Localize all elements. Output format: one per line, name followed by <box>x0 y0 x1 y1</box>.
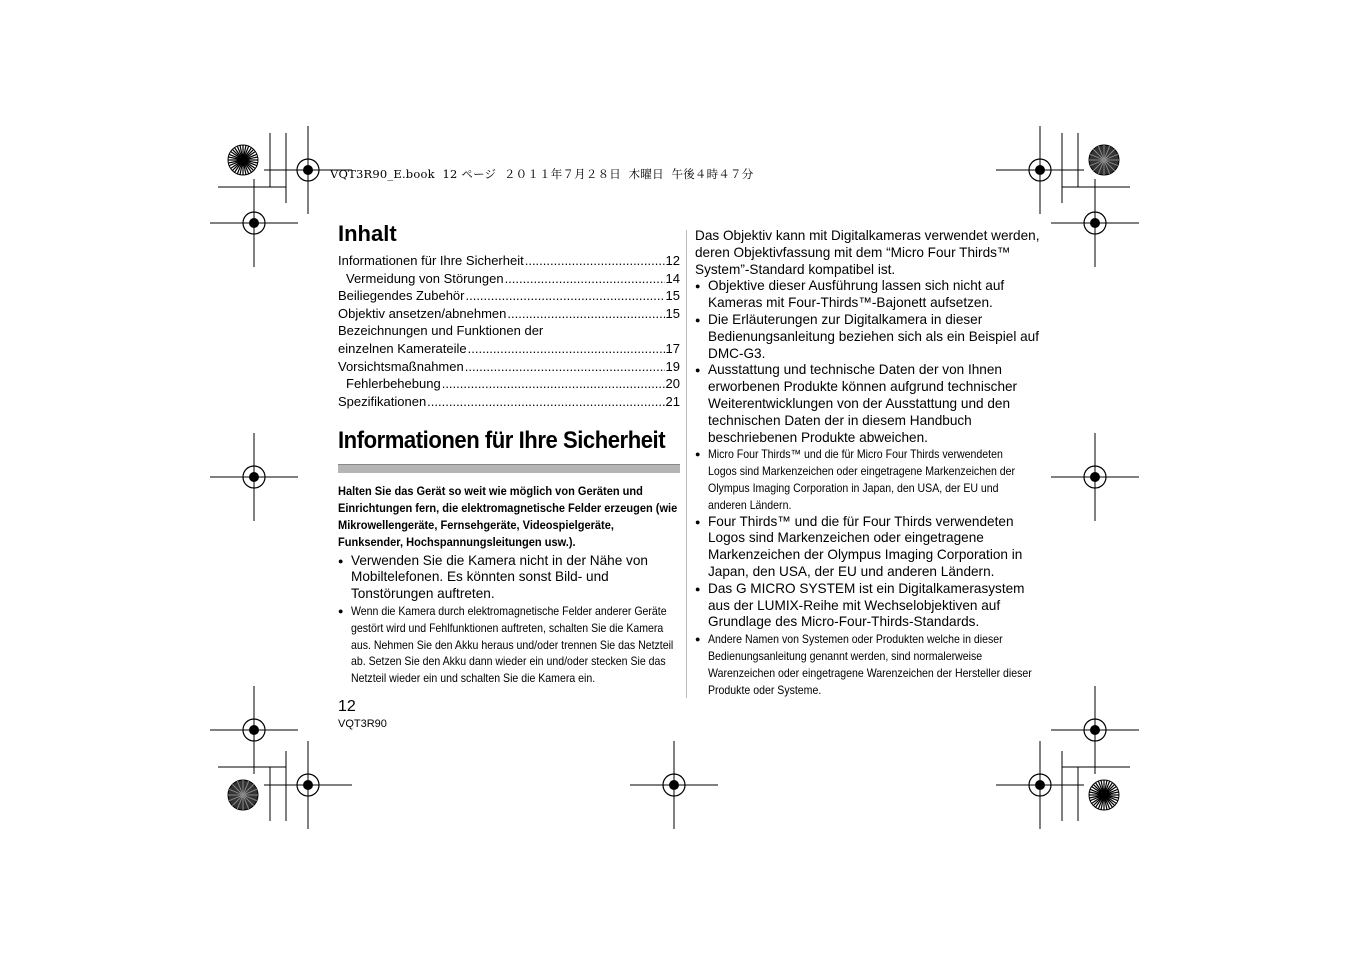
list-item: ● Four Thirds™ und die für Four Thirds verwendeten Logos sind Markenzeichen oder eingetragene Markenzeichen der Olympus Imaging Corporation in Japan, den USA, der EU und anderen Ländern. <box>695 514 1040 581</box>
toc-entry-label: Objektiv ansetzen/abnehmen <box>338 305 507 321</box>
section-title-bar <box>338 464 680 473</box>
toc-entry-label: Bezeichnungen und Funktionen der <box>338 323 544 339</box>
notes-bullet-list <box>695 278 1040 698</box>
toc-entry[interactable] <box>338 270 680 288</box>
list-item: ● Ausstattung und technische Daten der von Ihnen erworbenen Produkte können aufgrund technischer Weiterentwicklungen von der Ausstattung und den technischen Daten der in diesem Handbuch beschriebenen Produkte abweichen. <box>695 362 1040 446</box>
document-code: VQT3R90 <box>338 718 387 730</box>
safety-bullet-list <box>338 553 680 687</box>
toc-entry-page: 12 <box>665 253 680 268</box>
toc-entry-page: 15 <box>665 288 680 304</box>
list-item-text: Micro Four Thirds™ und die für Micro Four Thirds verwendeten Logos sind Markenzeichen oder eingetragene Markenzeichen der Olympus Imaging Corporation in Japan, den USA, der EU und anderen Ländern. <box>708 447 1016 512</box>
list-item: ● Objektive dieser Ausführung lassen sich nicht auf Kameras mit Four-Thirds™-Bajonett aufsetzen. <box>695 278 1040 312</box>
left-column <box>338 220 680 687</box>
list-item <box>338 603 680 687</box>
toc-entry-page: 20 <box>665 376 680 392</box>
list-item: ● Die Erläuterungen zur Digitalkamera in dieser Bedienungsanleitung beziehen sich als ein Beispiel auf DMC-G3. <box>695 312 1040 362</box>
column-divider <box>686 230 687 698</box>
safety-intro: Halten Sie das Gerät so weit wie möglich von Geräten und Einrichtungen fern, die elektromagnetische Felder erzeugen (wie Mikrowellengeräte, Fernsehgeräte, Videospielgeräte, Funksender, Hochspannungsleitungen usw.). <box>338 484 678 549</box>
lens-compatibility-intro: Das Objektiv kann mit Digitalkameras verwendet werden, deren Objektivfassung mit dem “Micro Four Thirds™ System”-Standard kompatibel ist. <box>695 228 1040 277</box>
toc-entry[interactable] <box>338 305 680 323</box>
toc-entry-label: Vermeidung von Störungen <box>346 270 504 286</box>
toc-entry-page: 19 <box>665 358 680 374</box>
list-item <box>695 446 1040 513</box>
toc-entry[interactable] <box>338 393 680 411</box>
toc-entry-label-continued: einzelnen Kamerateile <box>338 340 467 356</box>
print-job-header: VQT3R90_E.book 12 ページ ２０１１年７月２８日 木曜日 午後４時４７分 <box>330 167 754 181</box>
toc-title: Inhalt <box>338 221 397 246</box>
list-item-text: Andere Namen von Systemen oder Produkten welche in dieser Bedienungsanleitung genannt werden, sind normalerweise Warenzeichen oder eingetragene Warenzeichen der Hersteller dieser Produkte oder Systeme. <box>708 632 1032 697</box>
toc-entry[interactable] <box>338 322 680 357</box>
toc-entry-label: Spezifikationen <box>338 393 427 409</box>
toc-entry[interactable] <box>338 252 680 270</box>
table-of-contents <box>338 252 680 410</box>
toc-entry[interactable] <box>338 358 680 376</box>
toc-entry-label: Informationen für Ihre Sicherheit <box>338 253 524 268</box>
section-title: Informationen für Ihre Sicherheit <box>338 427 666 455</box>
toc-entry-page: 21 <box>665 393 680 409</box>
toc-entry-page: 14 <box>665 270 680 286</box>
toc-entry[interactable] <box>338 375 680 393</box>
toc-entry-label: Vorsichtsmaßnahmen <box>338 358 464 374</box>
page-number: 12 <box>338 698 356 715</box>
toc-entry-page: 15 <box>665 305 680 321</box>
toc-entry-label: Beiliegendes Zubehör <box>338 288 465 304</box>
list-item: ● Verwenden Sie die Kamera nicht in der Nähe von Mobiltelefonen. Es könnten sonst Bild- und Tonstörungen auftreten. <box>338 553 680 603</box>
toc-entry[interactable] <box>338 287 680 305</box>
right-column <box>695 228 1040 698</box>
toc-entry-page: 17 <box>665 340 680 356</box>
list-item <box>695 631 1040 698</box>
list-item-text: Wenn die Kamera durch elektromagnetische Felder anderer Geräte gestört wird und Fehlfunktionen auftreten, schalten Sie die Kamera aus. Nehmen Sie den Akku heraus und/oder trennen Sie das Netzteil ab. Setzen Sie den Akku dann wieder ein und/oder stecken Sie das Netzteil wieder ein und schalten Sie die Kamera ein. <box>351 603 674 686</box>
list-item: ● Das G MICRO SYSTEM ist ein Digitalkamerasystem aus der LUMIX-Reihe mit Wechselobjektiven auf Grundlage des Micro-Four-Thirds-Standards. <box>695 581 1040 631</box>
toc-entry-label: Fehlerbehebung <box>346 376 441 392</box>
